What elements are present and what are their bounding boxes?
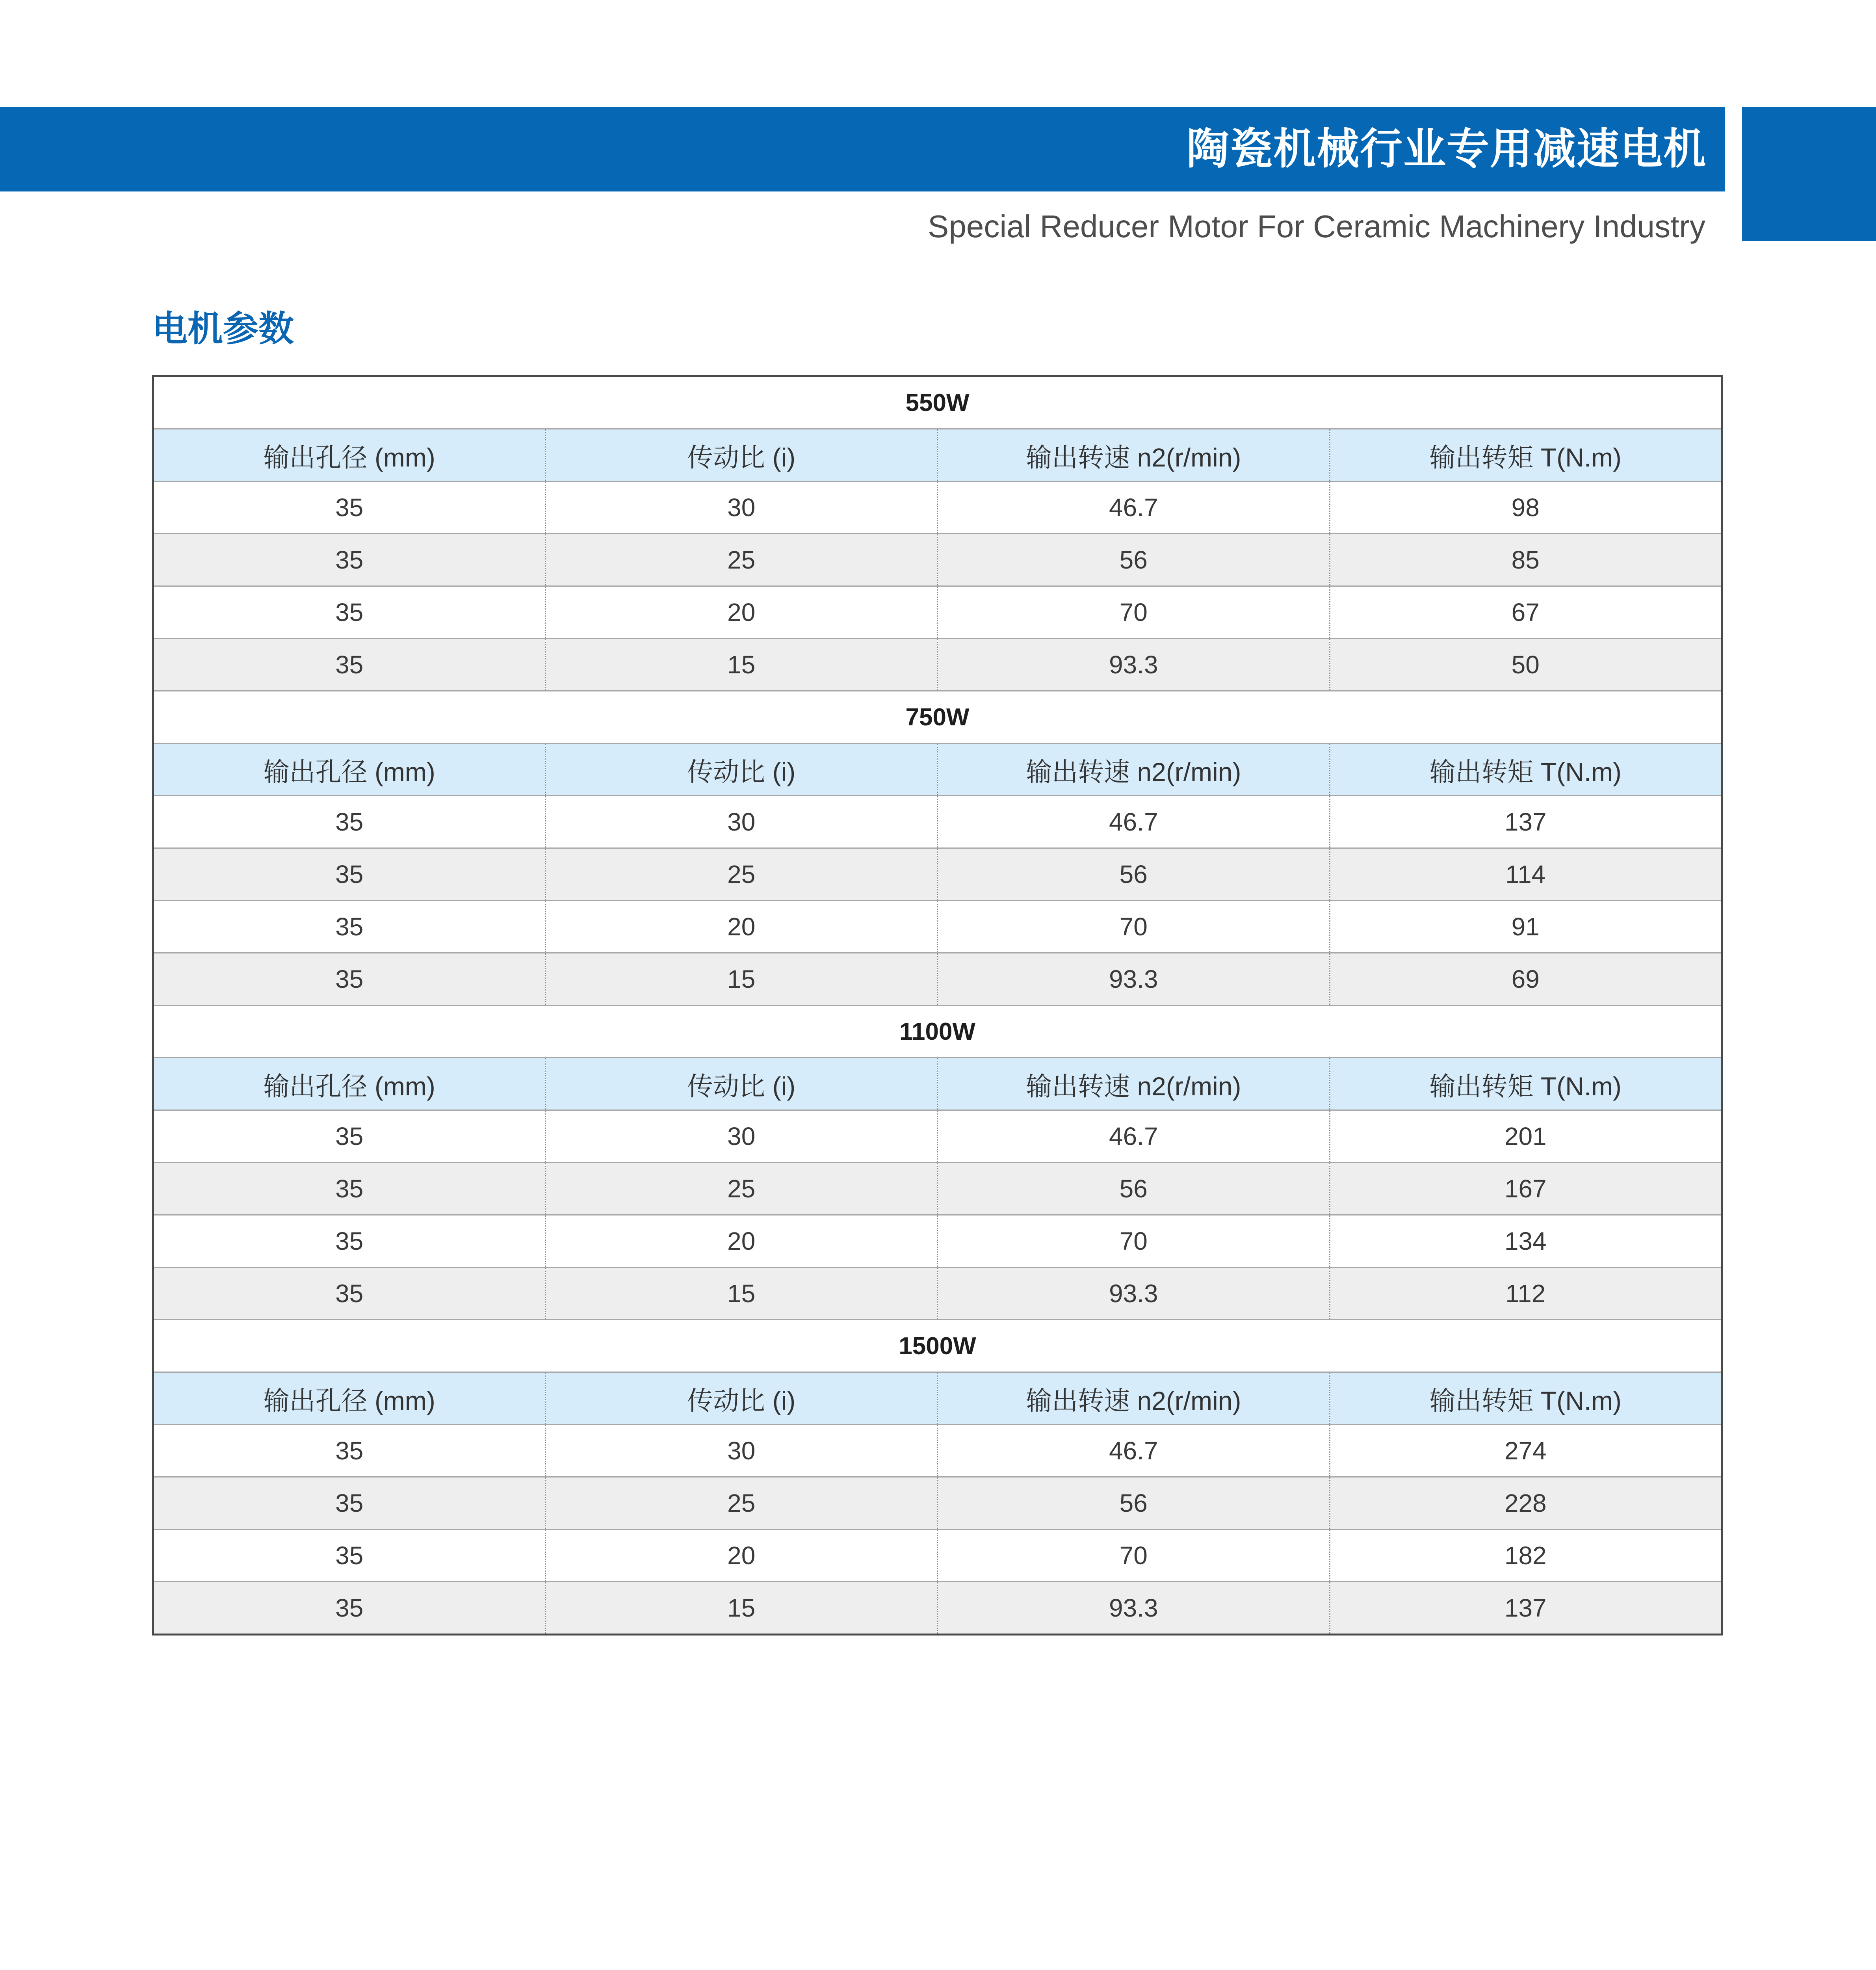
power-rating-row (153, 1320, 1722, 1372)
table-cell: 56 (938, 848, 1330, 901)
table-cell: 15 (545, 1582, 938, 1635)
table-cell: 30 (545, 796, 938, 848)
page-title: 陶瓷机械行业专用减速电机 (1186, 125, 1707, 174)
table-cell: 25 (545, 1477, 938, 1530)
table-cell: 35 (153, 586, 546, 639)
table-cell: 35 (153, 1163, 546, 1215)
table-row (153, 901, 1722, 953)
column-header-row (153, 743, 1722, 796)
table-cell: 30 (545, 1425, 938, 1477)
column-header: 输出转矩 T(N.m) (1330, 429, 1722, 481)
table-row (153, 848, 1722, 901)
table-cell: 35 (153, 1582, 546, 1635)
column-header: 输出转矩 T(N.m) (1330, 1058, 1722, 1110)
table-row (153, 1477, 1722, 1530)
table-cell: 30 (545, 1110, 938, 1163)
table-row (153, 796, 1722, 848)
table-cell: 70 (938, 586, 1330, 639)
table-cell: 35 (153, 1425, 546, 1477)
table-cell: 35 (153, 534, 546, 586)
column-header: 传动比 (i) (545, 1058, 938, 1110)
column-header: 输出转速 n2(r/min) (938, 1058, 1330, 1110)
table-cell: 46.7 (938, 481, 1330, 534)
power-rating-row (153, 1005, 1722, 1058)
table-row (153, 1163, 1722, 1215)
table-cell: 112 (1330, 1267, 1722, 1320)
table-cell: 35 (153, 1267, 546, 1320)
table-row (153, 639, 1722, 691)
table-cell: 98 (1330, 481, 1722, 534)
power-rating-row (153, 376, 1722, 429)
column-header: 输出孔径 (mm) (153, 429, 546, 481)
table-cell: 15 (545, 953, 938, 1005)
table-cell: 35 (153, 1215, 546, 1267)
table-cell: 134 (1330, 1215, 1722, 1267)
table-cell: 35 (153, 796, 546, 848)
table-row (153, 1267, 1722, 1320)
column-header: 输出转矩 T(N.m) (1330, 743, 1722, 796)
table-cell: 56 (938, 534, 1330, 586)
power-rating-row (153, 691, 1722, 743)
table-cell: 25 (545, 1163, 938, 1215)
table-cell: 137 (1330, 796, 1722, 848)
table-row (153, 1530, 1722, 1582)
column-header: 传动比 (i) (545, 429, 938, 481)
table-cell: 56 (938, 1477, 1330, 1530)
table-cell: 93.3 (938, 639, 1330, 691)
table-cell: 70 (938, 901, 1330, 953)
table-cell: 46.7 (938, 1425, 1330, 1477)
column-header: 输出孔径 (mm) (153, 1372, 546, 1425)
table-cell: 137 (1330, 1582, 1722, 1635)
table-cell: 35 (153, 901, 546, 953)
column-header: 传动比 (i) (545, 1372, 938, 1425)
table-row (153, 1215, 1722, 1267)
power-rating-label: 550W (153, 376, 1722, 429)
column-header: 输出转速 n2(r/min) (938, 429, 1330, 481)
table-body (153, 376, 1722, 1635)
column-header: 输出转速 n2(r/min) (938, 743, 1330, 796)
table-cell: 70 (938, 1530, 1330, 1582)
table-cell: 20 (545, 901, 938, 953)
table-cell: 25 (545, 534, 938, 586)
table-cell: 25 (545, 848, 938, 901)
column-header-row (153, 1372, 1722, 1425)
table-row (153, 1582, 1722, 1635)
table-row (153, 1110, 1722, 1163)
table-cell: 56 (938, 1163, 1330, 1215)
power-rating-label: 750W (153, 691, 1722, 743)
table-row (153, 586, 1722, 639)
table-cell: 70 (938, 1215, 1330, 1267)
table-cell: 67 (1330, 586, 1722, 639)
table-cell: 35 (153, 953, 546, 1005)
table-cell: 114 (1330, 848, 1722, 901)
table-row (153, 953, 1722, 1005)
table-cell: 15 (545, 1267, 938, 1320)
table-cell: 93.3 (938, 953, 1330, 1005)
table-row (153, 1425, 1722, 1477)
table-cell: 46.7 (938, 1110, 1330, 1163)
table-cell: 228 (1330, 1477, 1722, 1530)
table-row (153, 481, 1722, 534)
table-cell: 93.3 (938, 1582, 1330, 1635)
side-tab-marker (1742, 107, 1876, 241)
column-header: 输出孔径 (mm) (153, 743, 546, 796)
table-cell: 15 (545, 639, 938, 691)
table-cell: 167 (1330, 1163, 1722, 1215)
power-rating-label: 1500W (153, 1320, 1722, 1372)
table-cell: 201 (1330, 1110, 1722, 1163)
table-cell: 35 (153, 1110, 546, 1163)
table-cell: 182 (1330, 1530, 1722, 1582)
column-header: 输出转速 n2(r/min) (938, 1372, 1330, 1425)
table-cell: 50 (1330, 639, 1722, 691)
title-bar (0, 107, 1725, 191)
column-header-row (153, 1058, 1722, 1110)
table-cell: 20 (545, 1215, 938, 1267)
table-cell: 69 (1330, 953, 1722, 1005)
power-rating-label: 1100W (153, 1005, 1722, 1058)
column-header: 传动比 (i) (545, 743, 938, 796)
table-cell: 35 (153, 1530, 546, 1582)
column-header: 输出转矩 T(N.m) (1330, 1372, 1722, 1425)
column-header-row (153, 429, 1722, 481)
table-cell: 85 (1330, 534, 1722, 586)
motor-parameters-table (152, 375, 1723, 1635)
column-header: 输出孔径 (mm) (153, 1058, 546, 1110)
table-cell: 20 (545, 586, 938, 639)
table-cell: 91 (1330, 901, 1722, 953)
table-cell: 274 (1330, 1425, 1722, 1477)
table-cell: 93.3 (938, 1267, 1330, 1320)
table-row (153, 534, 1722, 586)
table-cell: 35 (153, 848, 546, 901)
section-heading: 电机参数 (152, 308, 294, 349)
table-cell: 35 (153, 481, 546, 534)
table-cell: 35 (153, 1477, 546, 1530)
table-cell: 46.7 (938, 796, 1330, 848)
table-cell: 30 (545, 481, 938, 534)
table-cell: 20 (545, 1530, 938, 1582)
page-subtitle: Special Reducer Motor For Ceramic Machinery Industry (927, 209, 1705, 244)
table-cell: 35 (153, 639, 546, 691)
